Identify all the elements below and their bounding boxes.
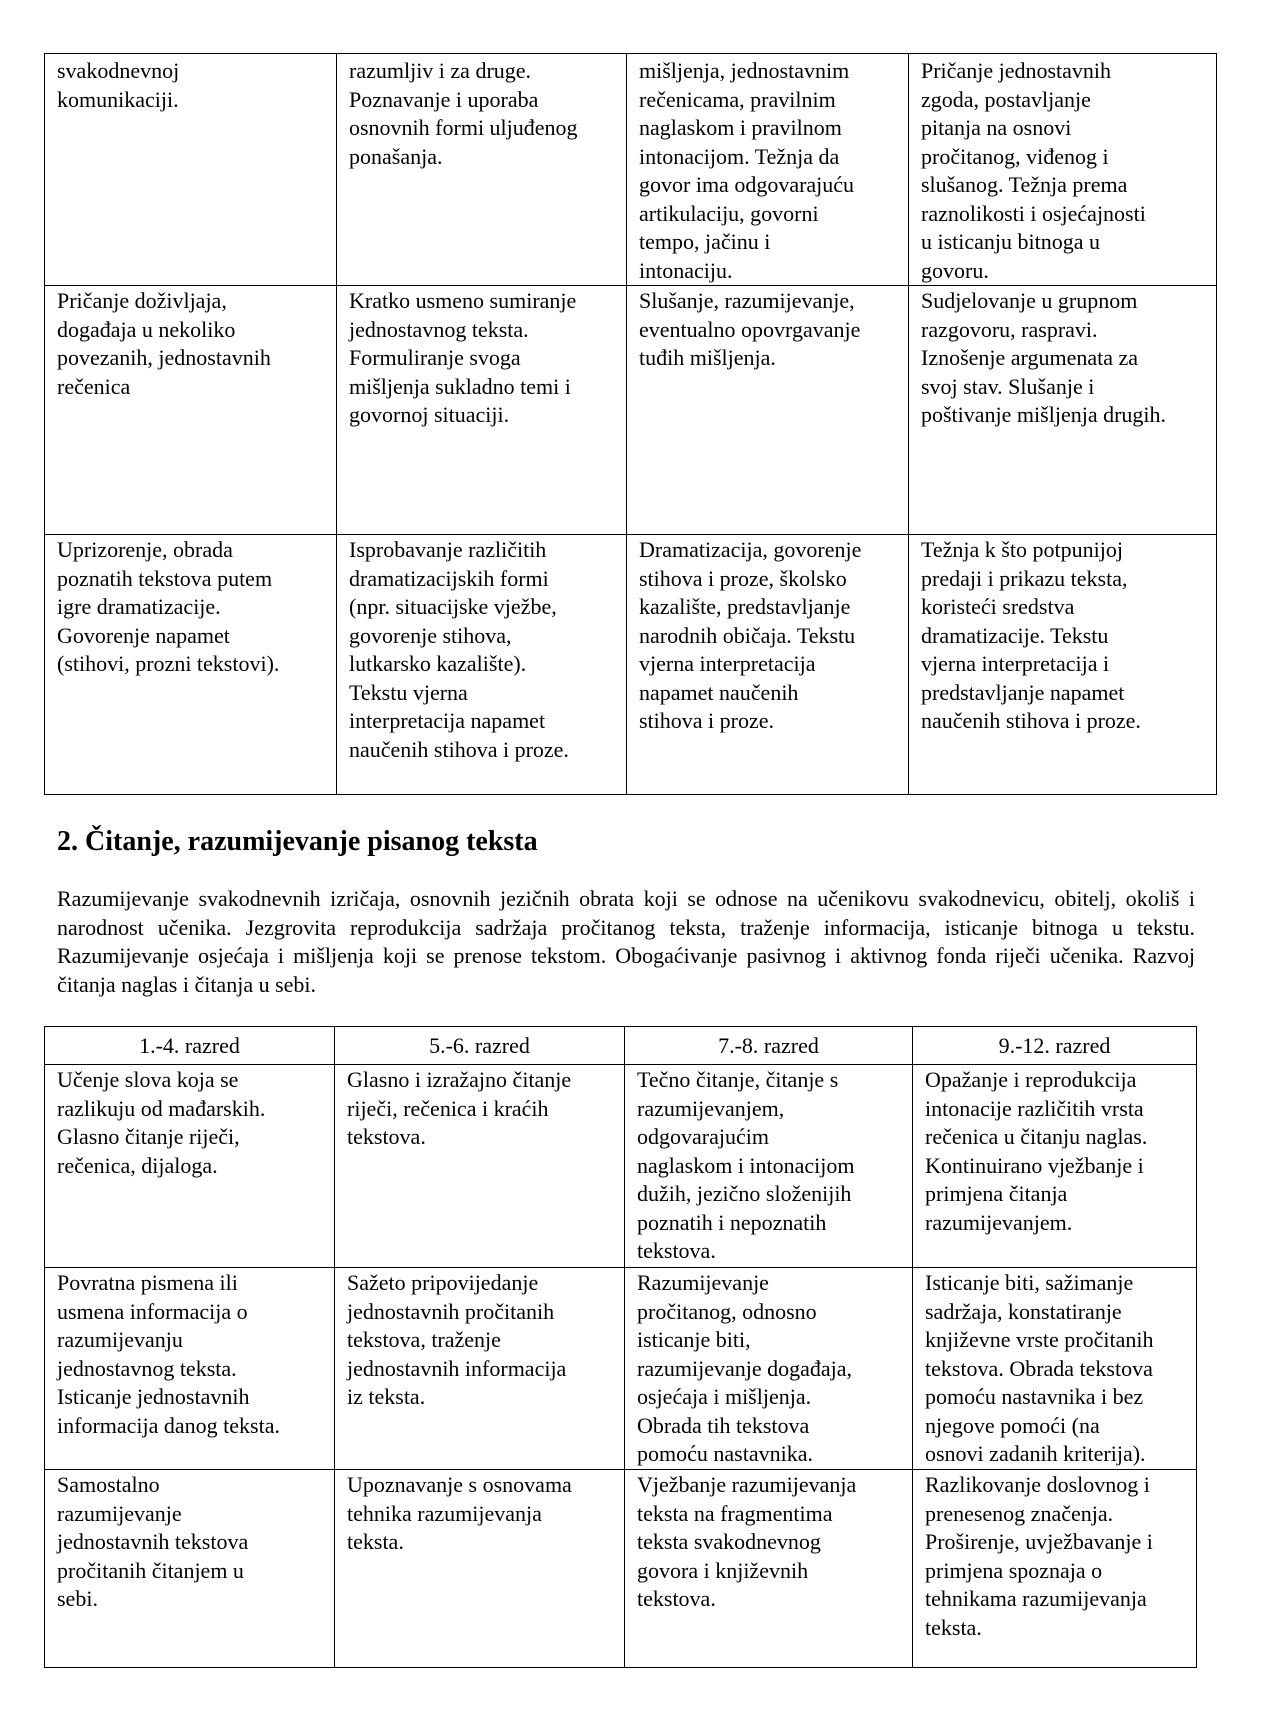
column-header: 9.-12. razred [913, 1027, 1197, 1065]
table-cell: Glasno i izražajno čitanje riječi, rečenica i kraćih tekstova. [335, 1065, 625, 1268]
speaking-skills-table [44, 53, 1217, 795]
table-cell: Povratna pismena ili usmena informacija o razumijevanju jednostavnog teksta. Isticanje jednostavnih informacija danog teksta. [45, 1268, 335, 1470]
table-cell: svakodnevnoj komunikaciji. [45, 54, 337, 286]
table-cell: Pričanje doživljaja, događaja u nekoliko povezanih, jednostavnih rečenica [45, 286, 337, 535]
table-cell: mišljenja, jednostavnim rečenicama, pravilnim naglaskom i pravilnom intonacijom. Težnja da govor ima odgovarajuću artikulaciju, govorni tempo, jačinu i intonaciju. [627, 54, 909, 286]
table-cell: Sudjelovanje u grupnom razgovoru, raspravi. Iznošenje argumenata za svoj stav. Slušanje i poštivanje mišljenja drugih. [909, 286, 1217, 535]
table-cell: Tečno čitanje, čitanje s razumijevanjem, odgovarajućim naglaskom i intonacijom dužih, jezično složenijih poznatih i nepoznatih tekstova. [625, 1065, 913, 1268]
table-cell: Uprizorenje, obrada poznatih tekstova putem igre dramatizacije. Govorenje napamet (stihovi, prozni tekstovi). [45, 535, 337, 795]
table-cell: razumljiv i za druge. Poznavanje i uporaba osnovnih formi uljuđenog ponašanja. [337, 54, 627, 286]
section-paragraph: Razumijevanje svakodnevnih izričaja, osnovnih jezičnih obrata koji se odnose na učenikovu svakodnevicu, obitelj, okoliš i narodnost učenika. Jezgrovita reprodukcija sadržaja pročitanog teksta, traženje informacija, isticanje bitnoga u tekstu. Razumijevanje osjećaja i mišljenja koji se prenose tekstom. Obogaćivanje pasivnog i aktivnog fonda riječi učenika. Razvoj čitanja naglas i čitanja u sebi. [57, 886, 1195, 997]
column-header: 1.-4. razred [45, 1027, 335, 1065]
table-cell: Razumijevanje pročitanog, odnosno isticanje biti, razumijevanje događaja, osjećaja i mišljenja. Obrada tih tekstova pomoću nastavnika. [625, 1268, 913, 1470]
table-cell: Dramatizacija, govorenje stihova i proze, školsko kazalište, predstavljanje narodnih običaja. Tekstu vjerna interpretacija napamet naučenih stihova i proze. [627, 535, 909, 795]
table-row [45, 286, 1217, 535]
table-cell: Učenje slova koja se razlikuju od mađarskih. Glasno čitanje riječi, rečenica, dijaloga. [45, 1065, 335, 1268]
table-row [45, 54, 1217, 286]
column-header: 5.-6. razred [335, 1027, 625, 1065]
table-cell: Isticanje biti, sažimanje sadržaja, konstatiranje književne vrste pročitanih tekstova. Obrada tekstova pomoću nastavnika i bez njegove pomoći (na osnovi zadanih kriterija). [913, 1268, 1197, 1470]
table-cell: Upoznavanje s osnovama tehnika razumijevanja teksta. [335, 1470, 625, 1668]
table-cell: Sažeto pripovijedanje jednostavnih pročitanih tekstova, traženje jednostavnih informacija iz teksta. [335, 1268, 625, 1470]
table-cell: Kratko usmeno sumiranje jednostavnog teksta. Formuliranje svoga mišljenja sukladno temi i govornoj situaciji. [337, 286, 627, 535]
reading-skills-table [44, 1026, 1197, 1668]
table-cell: Slušanje, razumijevanje, eventualno opovrgavanje tuđih mišljenja. [627, 286, 909, 535]
table-cell: Razlikovanje doslovnog i prenesenog značenja. Proširenje, uvježbavanje i primjena spoznaja o tehnikama razumijevanja teksta. [913, 1470, 1197, 1668]
section-heading: 2. Čitanje, razumijevanje pisanog teksta [57, 826, 538, 857]
table-row [45, 1470, 1197, 1668]
column-header: 7.-8. razred [625, 1027, 913, 1065]
table-header-row [45, 1027, 1197, 1065]
table-cell: Vježbanje razumijevanja teksta na fragmentima teksta svakodnevnog govora i književnih tekstova. [625, 1470, 913, 1668]
table-row [45, 535, 1217, 795]
table-cell: Opažanje i reprodukcija intonacije različitih vrsta rečenica u čitanju naglas. Kontinuirano vježbanje i primjena čitanja razumijevanjem. [913, 1065, 1197, 1268]
table-cell: Isprobavanje različitih dramatizacijskih formi (npr. situacijske vježbe, govorenje stihova, lutkarsko kazalište). Tekstu vjerna interpretacija napamet naučenih stihova i proze. [337, 535, 627, 795]
table-row [45, 1065, 1197, 1268]
table-cell: Pričanje jednostavnih zgoda, postavljanje pitanja na osnovi pročitanog, viđenog i slušanog. Težnja prema raznolikosti i osjećajnosti u isticanju bitnoga u govoru. [909, 54, 1217, 286]
table-cell: Težnja k što potpunijoj predaji i prikazu teksta, koristeći sredstva dramatizacije. Tekstu vjerna interpretacija i predstavljanje napamet naučenih stihova i proze. [909, 535, 1217, 795]
table-cell: Samostalno razumijevanje jednostavnih tekstova pročitanih čitanjem u sebi. [45, 1470, 335, 1668]
table-row [45, 1268, 1197, 1470]
